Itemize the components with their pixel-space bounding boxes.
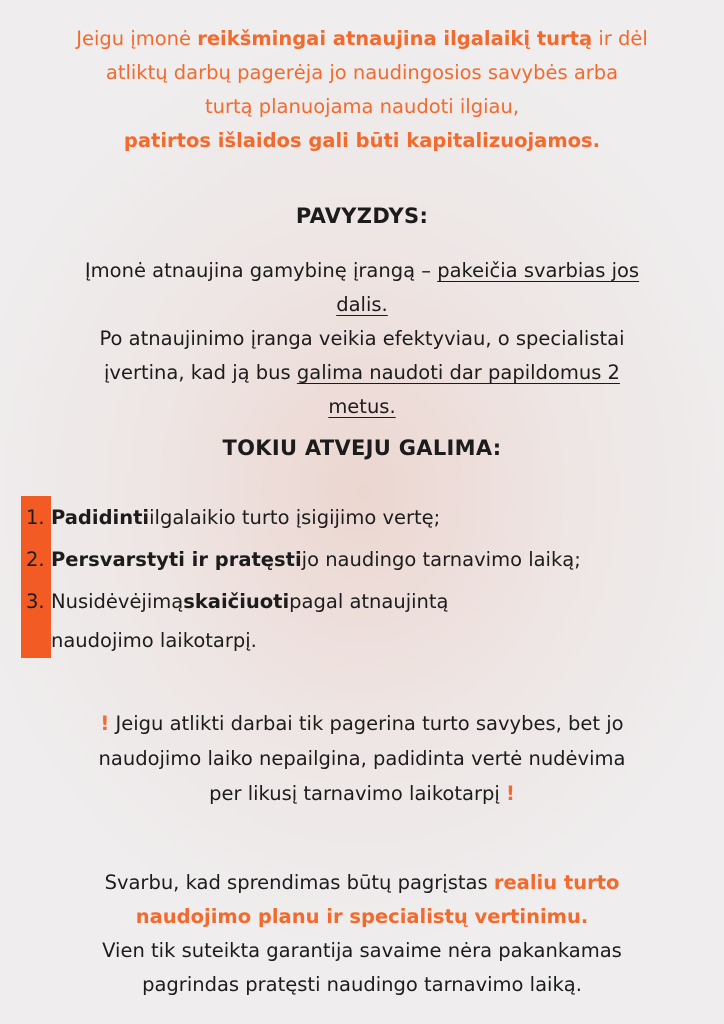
example-underlined: galima naudoti dar papildomus 2	[296, 361, 620, 384]
summary-highlight: naudojimo planu ir specialistų vertinimu.	[135, 905, 589, 928]
note-line-3	[14, 776, 710, 811]
example-line-4	[20, 356, 704, 390]
note-text: Jeigu atlikti darbai tik pagerina turto savybes, bet jo	[109, 712, 624, 735]
intro-line-3: turtą planuojama naudoti ilgiau,	[204, 95, 520, 118]
list-item	[26, 538, 716, 580]
intro-paragraph	[0, 22, 724, 158]
example-underlined: pakeičia svarbias jos	[437, 259, 640, 282]
list-item-bold: skaičiuoti	[183, 589, 290, 613]
summary-line-3: Vien tik suteikta garantija savaime nėra pakankamas	[102, 939, 622, 962]
warning-note	[0, 706, 724, 811]
intro-highlight: reikšmingai atnaujina ilgalaikį turtą	[197, 27, 593, 50]
list-item-continuation: naudojimo laikotarpį.	[51, 629, 257, 652]
example-heading: PAVYZDYS:	[295, 204, 429, 228]
list-item-bold: Padidinti	[51, 505, 150, 529]
intro-line-1	[0, 22, 724, 56]
list-number: 1.	[26, 505, 45, 529]
example-text: Įmonė atnaujina gamybinę įrangą –	[84, 259, 438, 282]
note-text: per likusį tarnavimo laikotarpį	[209, 782, 506, 805]
intro-conclusion: patirtos išlaidos gali būti kapitalizuojamos.	[123, 129, 601, 152]
options-list	[26, 496, 716, 660]
intro-text: Jeigu įmonė	[76, 27, 198, 50]
intro-line-2: atliktų darbų pagerėja jo naudingosios savybės arba	[105, 61, 619, 84]
summary-text: Svarbu, kad sprendimas būtų pagrįstas	[104, 871, 494, 894]
example-underlined: dalis.	[336, 293, 388, 316]
list-item	[26, 580, 716, 622]
case-heading: TOKIU ATVEJU GALIMA:	[222, 436, 502, 460]
list-item	[26, 496, 716, 538]
example-line-3: Po atnaujinimo įranga veikia efektyviau, o specialistai	[99, 327, 625, 350]
list-item-text: Nusidėvėjimą	[51, 589, 184, 613]
example-paragraph	[0, 254, 724, 424]
exclamation-icon: !	[100, 712, 110, 735]
list-item-text: pagal atnaujintą	[289, 589, 449, 613]
summary-line-4: pagrindas pratęsti naudingo tarnavimo laiką.	[142, 973, 582, 996]
exclamation-icon: !	[505, 782, 515, 805]
example-line-1	[20, 254, 704, 288]
summary-highlight: realiu turto	[493, 871, 620, 894]
list-number: 3.	[26, 589, 45, 613]
list-number: 2.	[26, 547, 45, 571]
summary-paragraph	[0, 866, 724, 1002]
list-item-bold: Persvarstyti ir pratęsti	[51, 547, 302, 571]
intro-text: ir dėl	[592, 27, 648, 50]
list-item-text: ilgalaikio turto įsigijimo vertę;	[149, 505, 441, 529]
note-line-1	[14, 706, 710, 741]
example-underlined: metus.	[328, 395, 396, 418]
list-item-text: jo naudingo tarnavimo laiką;	[301, 547, 581, 571]
example-text: įvertina, kad ją bus	[104, 361, 297, 384]
summary-line-1	[0, 866, 724, 900]
note-line-2: naudojimo laiko nepailgina, padidinta vertė nudėvima	[98, 747, 626, 770]
